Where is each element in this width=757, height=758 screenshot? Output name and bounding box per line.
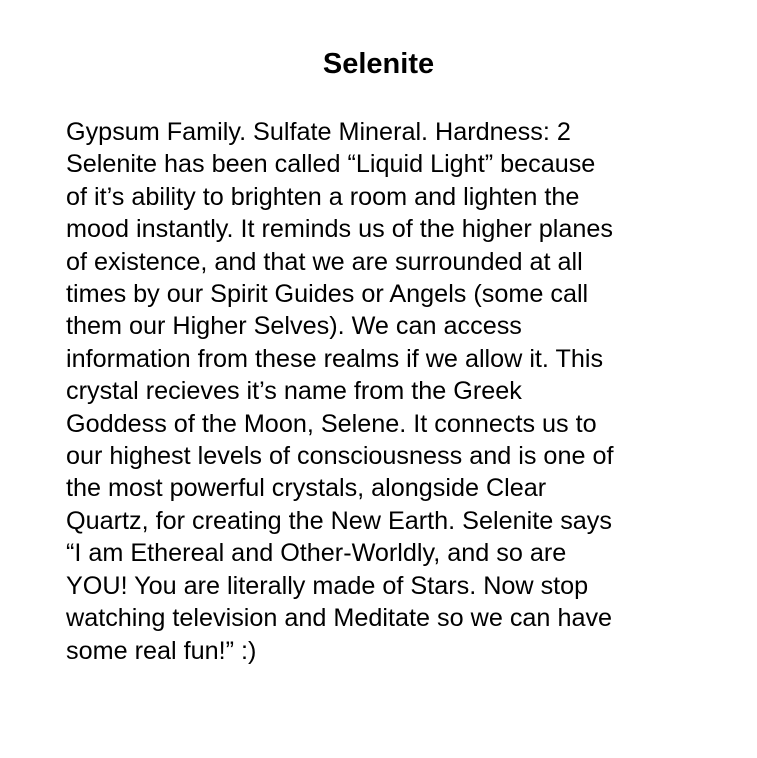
description-text [66,116,746,667]
description-line: watching television and Meditate so we can have [66,604,613,633]
description-line: “I am Ethereal and Other-Worldly, and so are [66,539,567,568]
description-line: YOU! You are literally made of Stars. Now stop [66,571,589,600]
page-title: Selenite [322,48,435,80]
description-line: Quartz, for creating the New Earth. Selenite says [66,506,612,535]
description-line: them our Higher Selves). We can access [66,312,522,341]
description-line: mood instantly. It reminds us of the higher planes [66,215,613,244]
description-line: information from these realms if we allow it. This [66,344,604,373]
description-line: of it’s ability to brighten a room and lighten the [66,182,580,211]
description-line: of existence, and that we are surrounded at all [66,247,583,276]
description-line: the most powerful crystals, alongside Clear [66,474,547,503]
description-line: Selenite has been called “Liquid Light” because [66,150,596,179]
description-line: Goddess of the Moon, Selene. It connects us to [66,409,597,438]
description-line: some real fun!” :) [66,636,257,665]
description-line: crystal recieves it’s name from the Greek [66,377,522,406]
description-line: our highest levels of consciousness and is one of [66,442,614,471]
description-line: times by our Spirit Guides or Angels (some call [66,280,589,309]
description-line: Gypsum Family. Sulfate Mineral. Hardness: 2 [66,118,571,146]
